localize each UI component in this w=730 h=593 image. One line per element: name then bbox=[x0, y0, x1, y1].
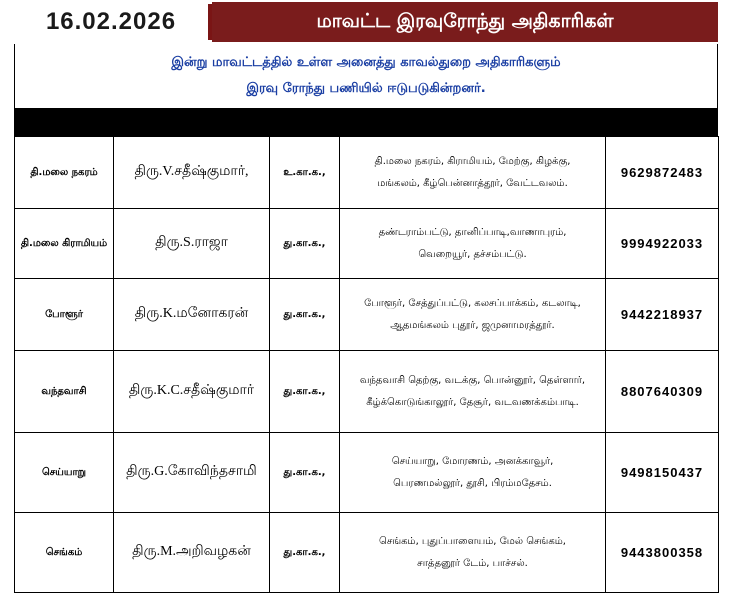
subtitle-box bbox=[14, 44, 718, 108]
phone-cell: 9498150437 bbox=[606, 433, 719, 513]
phone-cell: 8807640309 bbox=[606, 351, 719, 433]
rank-cell: து.கா.க., bbox=[270, 351, 340, 433]
rank-cell: து.கா.க., bbox=[270, 433, 340, 513]
officer-name-cell: திரு.K.மனோகரன் bbox=[114, 279, 270, 351]
phone-cell: 9994922033 bbox=[606, 209, 719, 279]
header-bar bbox=[14, 2, 718, 42]
table-row bbox=[15, 513, 719, 593]
date-label: 16.02.2026 bbox=[14, 2, 208, 42]
villages-line-1: தண்டராம்பட்டு, தானிப்பாடி,வாணாபுரம், bbox=[378, 226, 567, 238]
page-title: மாவட்ட இரவுரோந்து அதிகாரிகள் bbox=[212, 2, 718, 42]
officers-table bbox=[14, 136, 719, 593]
villages-cell bbox=[340, 351, 606, 433]
villages-cell bbox=[340, 513, 606, 593]
phone-cell: 9629872483 bbox=[606, 137, 719, 209]
villages-line-2: மங்கலம், கீழ்பென்னாத்தூர், வேட்டவலம். bbox=[377, 177, 568, 189]
rank-cell: உ.கா.க., bbox=[270, 137, 340, 209]
table-row bbox=[15, 209, 719, 279]
villages-cell bbox=[340, 279, 606, 351]
villages-cell bbox=[340, 137, 606, 209]
officer-name-cell: திரு.S.ராஜா bbox=[114, 209, 270, 279]
villages-line-1: வந்தவாசி தெற்கு, வடக்கு, பொன்னூர், தெள்ளார், bbox=[359, 374, 586, 386]
subtitle-line-2: இரவு ரோந்து பணியில் ஈடுபடுகின்றனர். bbox=[246, 81, 486, 96]
villages-line-2: சாத்தனூர் டேம், பாச்சல். bbox=[417, 557, 528, 569]
area-cell: செய்யாறு bbox=[15, 433, 114, 513]
rank-cell: து.கா.க., bbox=[270, 209, 340, 279]
area-cell: செங்கம் bbox=[15, 513, 114, 593]
villages-line-2: பெரணமல்லூர், தூசி, பிரம்மதேசம். bbox=[393, 477, 552, 489]
rank-cell: து.கா.க., bbox=[270, 513, 340, 593]
area-cell: போளூர் bbox=[15, 279, 114, 351]
phone-cell: 9443800358 bbox=[606, 513, 719, 593]
villages-line-2: வெறையூர், தச்சம்பட்டு. bbox=[418, 248, 527, 260]
villages-line-2: ஆதமங்கலம் புதூர், ஜமுனாமரத்தூர். bbox=[390, 319, 555, 331]
officer-name-cell: திரு.G.கோவிந்தசாமி bbox=[114, 433, 270, 513]
villages-cell bbox=[340, 433, 606, 513]
area-cell: தி.மலை நகரம் bbox=[15, 137, 114, 209]
villages-line-1: தி.மலை நகரம், கிராமியம், மேற்கு, கிழக்கு, bbox=[374, 155, 571, 167]
rank-cell: து.கா.க., bbox=[270, 279, 340, 351]
area-cell: தி.மலை கிராமியம் bbox=[15, 209, 114, 279]
subtitle-line-1: இன்று மாவட்டத்தில் உள்ள அனைத்து காவல்துறை அதிகாரிகளும் bbox=[171, 55, 561, 70]
officer-name-cell: திரு.M.அறிவழகன் bbox=[114, 513, 270, 593]
table-row bbox=[15, 279, 719, 351]
header-band bbox=[14, 108, 718, 136]
table-row bbox=[15, 351, 719, 433]
villages-cell bbox=[340, 209, 606, 279]
officer-name-cell: திரு.K.C.சதீஷ்குமார் bbox=[114, 351, 270, 433]
officer-name-cell: திரு.V.சதீஷ்குமார், bbox=[114, 137, 270, 209]
villages-line-1: செங்கம், புதுப்பாளையம், மேல் செங்கம், bbox=[379, 535, 566, 547]
villages-line-2: கீழ்க்கொடுங்காலூர், தேசூர், வடவணக்கம்பாடி. bbox=[366, 396, 579, 408]
phone-cell: 9442218937 bbox=[606, 279, 719, 351]
villages-line-1: செய்யாறு, மோரணம், அனக்காவூர், bbox=[391, 455, 554, 467]
table-row bbox=[15, 433, 719, 513]
area-cell: வந்தவாசி bbox=[15, 351, 114, 433]
table-row bbox=[15, 137, 719, 209]
villages-line-1: போளூர், சேத்துப்பட்டு, கலசப்பாக்கம், கடலாடி, bbox=[364, 297, 581, 309]
